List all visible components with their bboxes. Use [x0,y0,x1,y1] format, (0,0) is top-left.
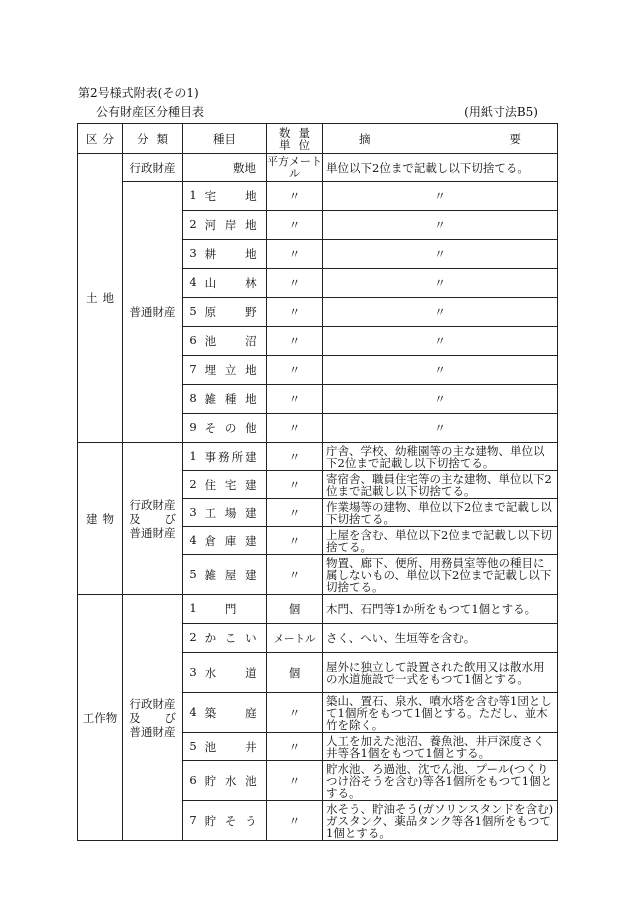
unit-cell: 〃 [267,693,323,733]
note-cell: 〃 [323,240,558,269]
note-cell: 〃 [323,182,558,211]
note-cell: 〃 [323,269,558,298]
unit-cell: 〃 [267,527,323,555]
kubun-structure: 工作物 [78,595,123,841]
note-cell: 〃 [323,385,558,414]
item-cell: 6 貯水池 [183,761,267,801]
item-cell: 3 工場建 [183,499,267,527]
item-cell: 9 その他 [183,414,267,443]
item-cell: 1 門 [183,595,267,624]
header-unit [267,124,323,154]
unit-cell: メートル [267,624,323,653]
unit-cell: 〃 [267,414,323,443]
item-cell: 6 池沼 [183,327,267,356]
note-cell: 単位以下2位まで記載し以下切捨てる。 [323,154,558,182]
unit-cell: 個 [267,653,323,693]
note-cell: 築山、置石、泉水、噴水塔を含む等1団として1個所をもつて1個とする。ただし、並木竹を除く。 [323,693,558,733]
item-cell: 3 耕地 [183,240,267,269]
item-shikichi: 敷地 [183,154,267,182]
item-cell: 5 原野 [183,298,267,327]
note-cell: 〃 [323,414,558,443]
header-row [78,124,558,154]
note-cell: 〃 [323,298,558,327]
note-cell: 上屋を含む、単位以下2位まで記載し以下切捨てる。 [323,527,558,555]
header-shumoku: 種目 [183,124,267,154]
note-cell: 木門、石門等1か所をもつて1個とする。 [323,595,558,624]
item-cell: 5 池井 [183,733,267,761]
note-cell: 〃 [323,356,558,385]
unit-cell: 〃 [267,211,323,240]
item-cell: 2 かこい [183,624,267,653]
unit-cell: 〃 [267,327,323,356]
unit-cell: 〃 [267,240,323,269]
unit-cell: 個 [267,595,323,624]
unit-cell: 〃 [267,269,323,298]
item-cell: 3 水道 [183,653,267,693]
kubun-building: 建物 [78,443,123,595]
class-building: 行政財産 及び 普通財産 [123,443,183,595]
class-general-land: 普通財産 [123,182,183,443]
item-cell: 2 河岸地 [183,211,267,240]
note-cell: さく、へい、生垣等を含む。 [323,624,558,653]
item-cell: 1 宅地 [183,182,267,211]
header-kubun: 区分 [78,124,123,154]
note-cell: 貯水池、ろ過池、沈でん池、プール(つくりつけ浴そうを含む)等各1個所をもつて1個とする。 [323,761,558,801]
class-admin-land: 行政財産 [123,154,183,182]
item-cell: 4 倉庫建 [183,527,267,555]
note-cell: 庁舎、学校、幼稚園等の主な建物、単位以下2位まで記載し以下切捨てる。 [323,443,558,471]
unit-cell: 〃 [267,499,323,527]
unit-cell: 〃 [267,761,323,801]
unit-cell: 〃 [267,443,323,471]
item-cell: 4 山林 [183,269,267,298]
item-cell: 5 雑屋建 [183,555,267,595]
unit-cell: 〃 [267,801,323,841]
unit-cell: 平方メートル [267,154,322,180]
unit-cell: 〃 [267,182,323,211]
note-cell: 水そう、貯油そう(ガソリンスタンドを含む)ガスタンク、薬品タンク等各1個所をもつて1個とする。 [323,801,558,841]
table-row [78,154,558,182]
item-cell: 7 埋立地 [183,356,267,385]
item-cell: 2 住宅建 [183,471,267,499]
header-tekiyo: 摘要 [323,124,558,154]
item-cell: 7 貯そう [183,801,267,841]
kubun-land: 土地 [78,154,123,443]
note-cell: 寄宿舎、職員住宅等の主な建物、単位以下2位まで記載し以下切捨てる。 [323,471,558,499]
unit-cell: 〃 [267,356,323,385]
header-bunrui: 分類 [123,124,183,154]
form-number: 第2号様式附表(その1) [78,86,199,100]
header-unit-bottom: 単位 [279,137,310,152]
header-unit-top: 数量 [279,125,310,140]
paper-size-note: (用紙寸法B5) [464,105,538,119]
item-cell: 8 雑種地 [183,385,267,414]
unit-cell: 〃 [267,733,323,761]
class-structure: 行政財産 及び 普通財産 [123,595,183,841]
note-cell: 作業場等の建物、単位以下2位まで記載し以下切捨てる。 [323,499,558,527]
note-cell: 〃 [323,327,558,356]
unit-cell: 〃 [267,298,323,327]
note-cell: 物置、廊下、便所、用務員室等他の種目に属しないもの、単位以下2位まで記載し以下切捨てる。 [323,555,558,595]
note-cell: 屋外に独立して設置された飲用又は散水用の水道施設で一式をもつて1個とする。 [323,653,558,693]
note-cell: 〃 [323,211,558,240]
table-row [78,182,558,211]
unit-cell: 〃 [267,385,323,414]
item-cell: 4 築庭 [183,693,267,733]
unit-cell: 〃 [267,555,323,595]
table-row [78,443,558,471]
unit-cell: 〃 [267,471,323,499]
item-cell: 1 事務所建 [183,443,267,471]
property-classification-table [77,123,558,841]
note-cell: 人工を加えた池沼、養魚池、井戸深度さく井等各1個をもつて1個とする。 [323,733,558,761]
document-title: 公有財産区分種目表 [96,105,205,119]
table-row [78,595,558,624]
